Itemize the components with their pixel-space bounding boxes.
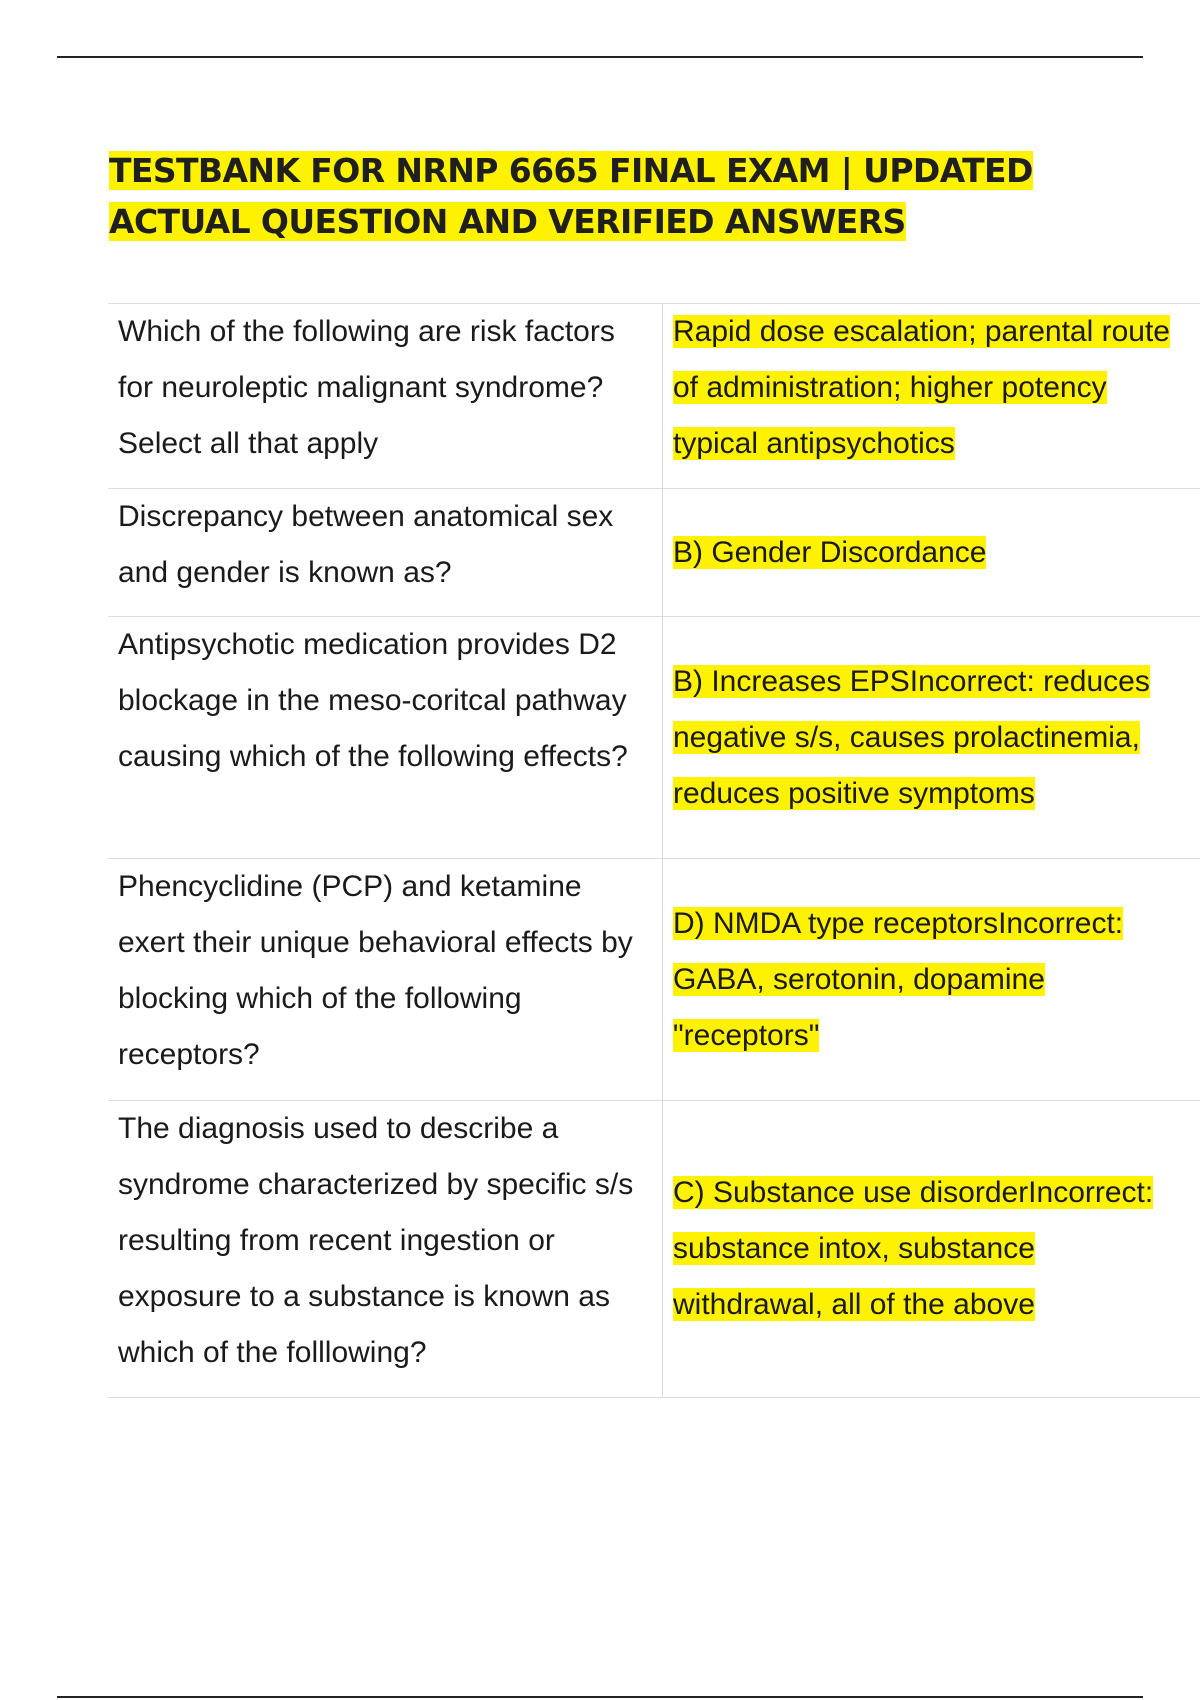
- answer-cell: [663, 617, 1200, 859]
- table-row: [108, 489, 1200, 617]
- title-line-2-text: ACTUAL QUESTION AND VERIFIED ANSWERS: [109, 202, 906, 241]
- title-line-2: [109, 196, 1109, 247]
- title-line-1: [109, 145, 1109, 196]
- answer-cell: [663, 304, 1200, 489]
- answer-cell: [663, 489, 1200, 617]
- question-cell: [108, 489, 663, 617]
- answer-cell: [663, 1101, 1200, 1398]
- table-row: [108, 1101, 1200, 1398]
- answer-cell: [663, 859, 1200, 1101]
- answer-text: B) Gender Discordance: [673, 535, 987, 569]
- question-cell: [108, 1101, 663, 1398]
- question-text: Discrepancy between anatomical sex and gender is known as?: [118, 500, 614, 589]
- top-rule: [57, 56, 1143, 58]
- answer-text: C) Substance use disorderIncorrect: substance intox, substance withdrawal, all of the above: [673, 1176, 1154, 1321]
- question-text: Phencyclidine (PCP) and ketamine exert their unique behavioral effects by blocking which of the following receptors?: [118, 870, 633, 1071]
- table-row: [108, 304, 1200, 489]
- question-text: Antipsychotic medication provides D2 blockage in the meso-coritcal pathway causing which of the following effects?: [118, 628, 628, 773]
- answer-text: Rapid dose escalation; parental route of administration; higher potency typical antipsychotics: [673, 315, 1170, 460]
- question-cell: [108, 304, 663, 489]
- question-text: Which of the following are risk factors for neuroleptic malignant syndrome? Select all that apply: [118, 315, 615, 460]
- question-text: The diagnosis used to describe a syndrome characterized by specific s/s resulting from recent ingestion or exposure to a substance is known as which of the folllowing?: [118, 1112, 634, 1369]
- answer-text: B) Increases EPSIncorrect: reduces negative s/s, causes prolactinemia, reduces positive symptoms: [673, 664, 1150, 810]
- question-cell: [108, 617, 663, 859]
- bottom-rule: [57, 1696, 1143, 1698]
- title-line-1-text: TESTBANK FOR NRNP 6665 FINAL EXAM | UPDATED: [109, 151, 1033, 190]
- table-row: [108, 859, 1200, 1101]
- answer-text: D) NMDA type receptorsIncorrect: GABA, serotonin, dopamine "receptors": [673, 906, 1124, 1052]
- table-row: [108, 617, 1200, 859]
- question-answer-table: [108, 303, 1200, 1398]
- question-cell: [108, 859, 663, 1101]
- document-title: [109, 145, 1109, 247]
